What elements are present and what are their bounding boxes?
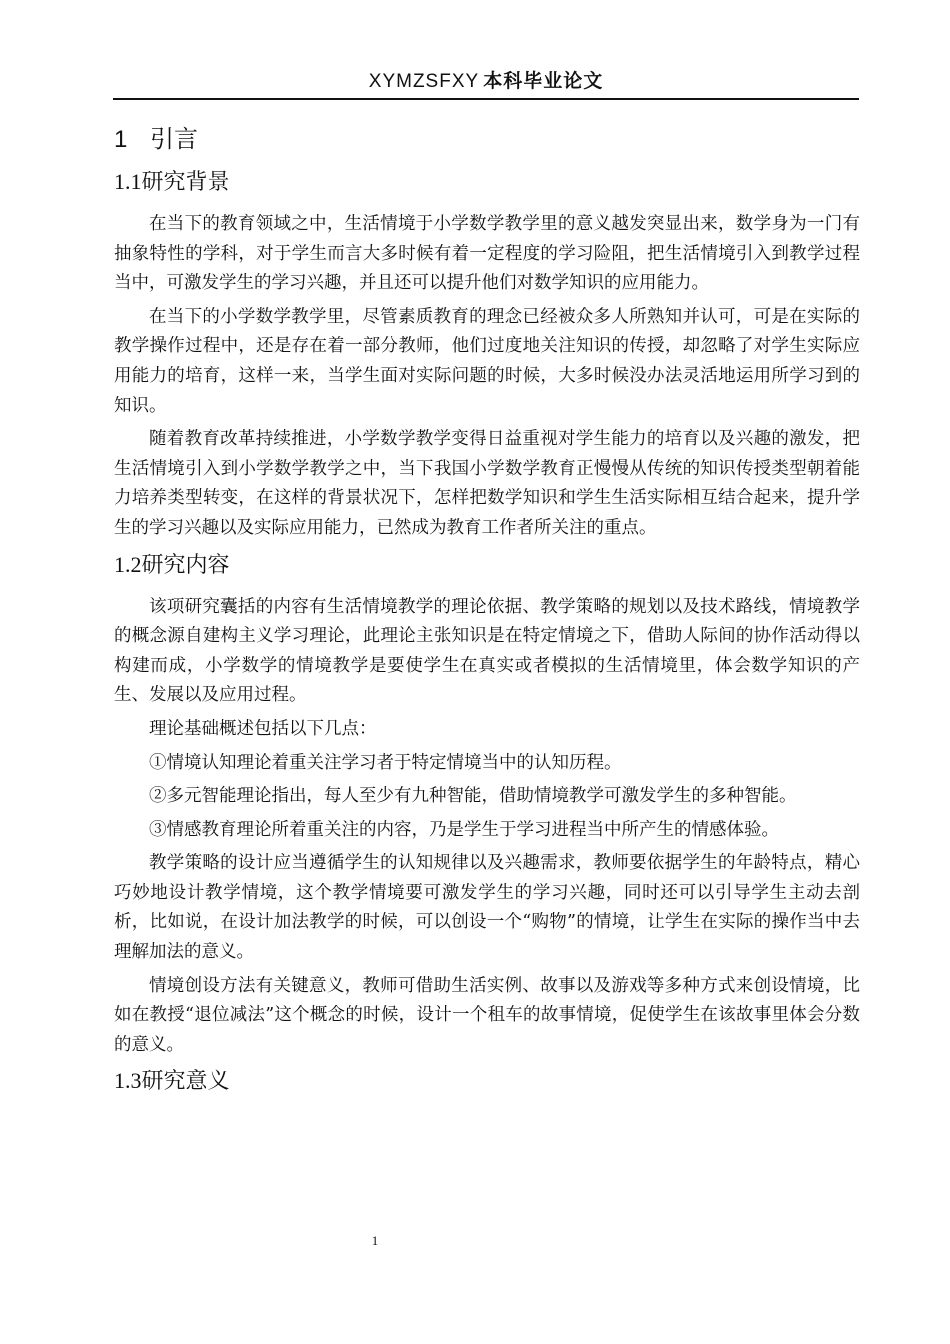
running-header-latin: XYMZSFXY bbox=[368, 71, 480, 92]
list-item: ①情境认知理论着重关注学习者于特定情境当中的认知历程。 bbox=[149, 752, 622, 773]
section-heading-1-1 bbox=[114, 165, 860, 200]
running-header-title: 本科毕业论文 bbox=[483, 70, 604, 92]
section-heading-1-2 bbox=[114, 548, 860, 583]
page-number: 1 bbox=[371, 1233, 379, 1248]
section-number: 1.1 bbox=[114, 169, 142, 194]
list-item: ③情感教育理论所着重关注的内容，乃是学生于学习进程当中所产生的情感体验。 bbox=[149, 819, 779, 840]
section-number: 1.2 bbox=[114, 551, 142, 577]
paragraph: 教学策略的设计应当遵循学生的认知规律以及兴趣需求，教师要依据学生的年龄特点，精心巧妙地设计教学情境，这个教学情境要可激发学生的学习兴趣，同时还可以引导学生主动去剖析，比如说，在设计加法教学的时候，可以创设一个“购物”的情境，让学生在实际的操作当中去理解加法的意义。 bbox=[114, 853, 860, 963]
section-number: 1.3 bbox=[114, 1068, 142, 1094]
chapter-title-text: 引言 bbox=[150, 125, 198, 153]
section-title-text: 研究意义 bbox=[141, 1069, 230, 1095]
paragraph: 在当下的小学数学教学里，尽管素质教育的理念已经被众多人所熟知并认可，可是在实际的教学操作过程中，还是存在着一部分教师，他们过度地关注知识的传授，却忽略了对学生实际应用能力的培育，这样一来，当学生面对实际问题的时候，大多时候没办法灵活地运用所学习到的知识。 bbox=[114, 306, 860, 416]
section-title-text: 研究内容 bbox=[141, 552, 230, 578]
list-intro: 理论基础概述包括以下几点： bbox=[149, 718, 377, 739]
paragraph: 随着教育改革持续推进，小学数学教学变得日益重视对学生能力的培育以及兴趣的激发，把生活情境引入到小学数学教学之中，当下我国小学数学教育正慢慢从传统的知识传授类型朝着能力培养类型转变，在这样的背景状况下，怎样把数学知识和学生生活实际相互结合起来，提升学生的学习兴趣以及实际应用能力，已然成为教育工作者所关注的重点。 bbox=[114, 429, 860, 538]
chapter-title bbox=[114, 121, 860, 157]
running-header bbox=[113, 68, 859, 95]
chapter-number: 1 bbox=[114, 126, 128, 153]
paragraph: 在当下的教育领域之中，生活情境于小学数学教学里的意义越发突显出来，数学身为一门有抽象特性的学科，对于学生而言大多时候有着一定程度的学习险阻，把生活情境引入到教学过程当中，可激发学生的学习兴趣，并且还可以提升他们对数学知识的应用能力。 bbox=[114, 214, 860, 294]
section-title-text: 研究背景 bbox=[141, 170, 230, 195]
paragraph: 情境创设方法有关键意义，教师可借助生活实例、故事以及游戏等多种方式来创设情境，比如在教授“退位减法”这个概念的时候，设计一个租车的故事情境，促使学生在该故事里体会分数的意义。 bbox=[114, 975, 860, 1055]
body-content bbox=[114, 115, 860, 1109]
list-item: ②多元智能理论指出，每人至少有九种智能，借助情境教学可激发学生的多种智能。 bbox=[149, 786, 797, 807]
paragraph: 该项研究囊括的内容有生活情境教学的理论依据、教学策略的规划以及技术路线，情境教学的概念源自建构主义学习理论，此理论主张知识是在特定情境之下，借助人际间的协作活动得以构建而成，小学数学的情境教学是要使学生在真实或者模拟的生活情境里，体会数学知识的产生、发展以及应用过程。 bbox=[114, 596, 860, 706]
header-rule bbox=[113, 98, 859, 100]
section-heading-1-3 bbox=[114, 1064, 860, 1099]
